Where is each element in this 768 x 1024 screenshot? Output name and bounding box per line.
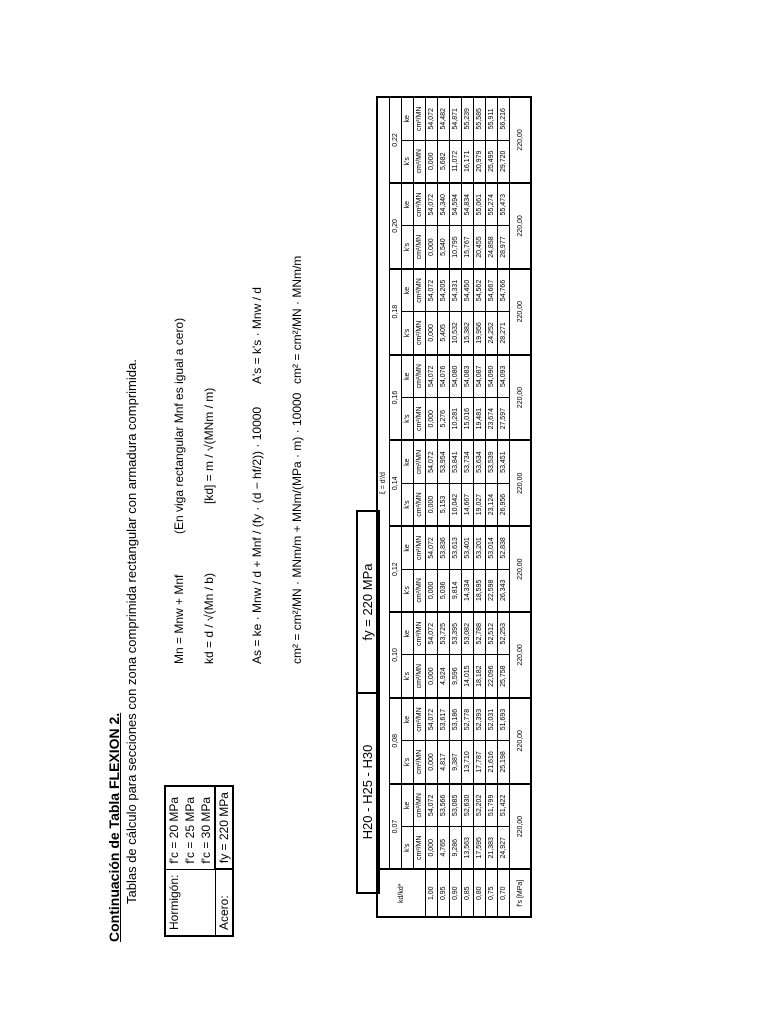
unit-header: cm²/MN: [414, 97, 426, 140]
ks-value: 19,481: [474, 398, 486, 441]
zeta-value: 0,07: [390, 784, 402, 870]
steel-grade-label: fy = 220 MPa: [356, 510, 380, 694]
ks-value: 14,015: [462, 655, 474, 698]
row-kd-value: 0,95: [438, 869, 450, 917]
ks-value: 29,720: [498, 140, 510, 183]
fs-value: 220,00: [510, 526, 532, 612]
ke-header: ke: [402, 269, 414, 312]
zeta-value: 0,20: [390, 183, 402, 269]
ks-value: 25,495: [486, 140, 498, 183]
ke-value: 54,340: [438, 183, 450, 226]
ke-value: 54,482: [438, 97, 450, 140]
ks-value: 15,382: [462, 312, 474, 355]
ke-header: ke: [402, 612, 414, 655]
ke-value: 54,076: [438, 355, 450, 398]
ke-value: 54,072: [426, 526, 438, 569]
unit-header: cm²/MN: [414, 183, 426, 226]
ke-value: 52,512: [486, 612, 498, 655]
table-body: [426, 97, 532, 917]
fs-row: [510, 97, 532, 917]
ks-value: 19,956: [474, 312, 486, 355]
flexion-table: [376, 96, 532, 918]
ks-value: 27,597: [498, 398, 510, 441]
fs-value: 220,00: [510, 183, 532, 269]
ke-value: 53,725: [438, 612, 450, 655]
ke-value: 55,911: [486, 97, 498, 140]
ks-value: 0,000: [426, 569, 438, 612]
ks-value: 17,595: [474, 827, 486, 870]
fs-value: 220,00: [510, 784, 532, 870]
row-kd-value: 0,90: [450, 869, 462, 917]
unit-header: cm²/MN: [414, 569, 426, 612]
ke-header: ke: [402, 97, 414, 140]
ke-value: 53,539: [486, 440, 498, 483]
fs-label: f's [MPa]: [510, 869, 532, 917]
ke-value: 53,617: [438, 698, 450, 741]
ks-value: 11,072: [450, 140, 462, 183]
ke-value: 54,093: [498, 355, 510, 398]
ks-header: k's: [402, 827, 414, 870]
ke-value: 52,253: [498, 612, 510, 655]
ke-value: 52,778: [462, 698, 474, 741]
ke-value: 54,072: [426, 355, 438, 398]
acero-value: fy = 220 MPa: [215, 786, 233, 869]
zeta-value: 0,14: [390, 440, 402, 526]
ks-value: 13,710: [462, 741, 474, 784]
ke-value: 54,871: [450, 97, 462, 140]
ke-header: ke: [402, 526, 414, 569]
ke-header: ke: [402, 440, 414, 483]
ke-value: 56,216: [498, 97, 510, 140]
ks-value: 21,383: [486, 827, 498, 870]
ks-value: 0,000: [426, 741, 438, 784]
ks-value: 25,198: [498, 741, 510, 784]
formula-as-units: cm² = cm²/MN · MNm/m + MNm/(MPa · m) · 10000: [290, 392, 304, 664]
fs-value: 220,00: [510, 355, 532, 441]
ke-value: 54,072: [426, 183, 438, 226]
ke-header: ke: [402, 183, 414, 226]
unit-header: cm²/MN: [414, 140, 426, 183]
ke-value: 53,451: [498, 440, 510, 483]
ks-value: 0,000: [426, 827, 438, 870]
ks-value: 26,956: [498, 483, 510, 526]
ks-value: 23,124: [486, 483, 498, 526]
ke-value: 53,082: [462, 612, 474, 655]
unit-header: cm²/MN: [414, 226, 426, 269]
ke-value: 53,841: [450, 440, 462, 483]
zeta-value: 0,16: [390, 355, 402, 441]
row-kd-value: 1,00: [426, 869, 438, 917]
ke-value: 54,562: [474, 269, 486, 312]
ks-header: k's: [402, 483, 414, 526]
ks-value: 16,171: [462, 140, 474, 183]
ks-value: 5,153: [438, 483, 450, 526]
materials-box: [164, 785, 234, 937]
ks-header: k's: [402, 741, 414, 784]
ks-value: 0,000: [426, 312, 438, 355]
fs-value: 220,00: [510, 612, 532, 698]
ke-value: 54,083: [462, 355, 474, 398]
ke-value: 51,693: [498, 698, 510, 741]
fs-value: 220,00: [510, 97, 532, 183]
unit-header: cm²/MN: [414, 269, 426, 312]
ks-value: 0,000: [426, 226, 438, 269]
ks-header: k's: [402, 398, 414, 441]
ks-value: 22,598: [486, 569, 498, 612]
ke-value: 53,085: [450, 784, 462, 827]
ke-value: 54,072: [426, 784, 438, 827]
header-row-coefficients: [402, 97, 414, 917]
table-row: [474, 97, 486, 917]
ke-value: 54,087: [474, 355, 486, 398]
ke-value: 55,061: [474, 183, 486, 226]
hormigon-label: Hormigón:: [165, 869, 215, 936]
ks-value: 15,016: [462, 398, 474, 441]
ke-value: 54,080: [450, 355, 462, 398]
concrete-grade-label: H20 - H25 - H30: [356, 690, 380, 894]
ke-header: ke: [402, 698, 414, 741]
unit-header: cm²/MN: [414, 398, 426, 441]
ks-header: k's: [402, 655, 414, 698]
ke-value: 53,401: [462, 526, 474, 569]
formula-asp-units: cm² = cm²/MN · MNm/m: [290, 255, 304, 384]
zeta-header: ξ = d'/d: [377, 97, 390, 869]
ke-value: 54,072: [426, 269, 438, 312]
ks-value: 25,758: [498, 655, 510, 698]
ke-value: 53,395: [450, 612, 462, 655]
ks-value: 10,532: [450, 312, 462, 355]
ks-value: 14,667: [462, 483, 474, 526]
ks-value: 0,000: [426, 483, 438, 526]
ks-value: 24,927: [498, 827, 510, 870]
ks-value: 20,979: [474, 140, 486, 183]
unit-header: cm²/MN: [414, 440, 426, 483]
ks-value: 4,924: [438, 655, 450, 698]
formula-mn: Mn = Mnw + Mnf: [172, 574, 186, 664]
ks-value: 15,767: [462, 226, 474, 269]
zeta-value: 0,18: [390, 269, 402, 355]
zeta-value: 0,08: [390, 698, 402, 784]
ke-value: 52,031: [486, 698, 498, 741]
ks-value: 18,595: [474, 569, 486, 612]
ks-value: 5,036: [438, 569, 450, 612]
ke-value: 51,422: [498, 784, 510, 827]
table-row: [450, 97, 462, 917]
formula-kd: kd = d / √(Mn / b): [202, 573, 216, 664]
ke-value: 54,667: [486, 269, 498, 312]
fs-value: 220,00: [510, 269, 532, 355]
ks-header: k's: [402, 226, 414, 269]
hormigon-value-3: f'c = 30 MPa: [198, 786, 215, 869]
row-kd-value: 0,80: [474, 869, 486, 917]
unit-header: cm²/MN: [414, 312, 426, 355]
page-subtitle: Tablas de cálculo para secciones con zona comprimida rectangular con armadura comprimida.: [124, 359, 139, 904]
ks-value: 9,286: [450, 827, 462, 870]
ks-value: 19,027: [474, 483, 486, 526]
ks-value: 10,042: [450, 483, 462, 526]
ks-value: 21,616: [486, 741, 498, 784]
row-kd-value: 0,75: [486, 869, 498, 917]
ks-header: k's: [402, 312, 414, 355]
ks-value: 28,271: [498, 312, 510, 355]
formula-kd-units: [kd] = m / √(MNm / m): [202, 387, 216, 504]
ks-value: 23,674: [486, 398, 498, 441]
ke-value: 54,450: [462, 269, 474, 312]
ke-value: 53,954: [438, 440, 450, 483]
ks-value: 0,000: [426, 140, 438, 183]
ks-value: 10,795: [450, 226, 462, 269]
ke-value: 54,205: [438, 269, 450, 312]
ks-value: 9,814: [450, 569, 462, 612]
ke-value: 54,834: [462, 183, 474, 226]
fs-value: 220,00: [510, 440, 532, 526]
table-row: [486, 97, 498, 917]
unit-header: cm²/MN: [414, 784, 426, 827]
ks-value: 9,387: [450, 741, 462, 784]
formula-note: (En viga rectangular Mnf es igual a cero): [172, 317, 186, 534]
unit-header: cm²/MN: [414, 355, 426, 398]
ke-value: 55,239: [462, 97, 474, 140]
unit-header: cm²/MN: [414, 526, 426, 569]
ks-value: 9,596: [450, 655, 462, 698]
ke-value: 55,585: [474, 97, 486, 140]
unit-header: cm²/MN: [414, 655, 426, 698]
unit-header: cm²/MN: [414, 612, 426, 655]
ke-value: 52,202: [474, 784, 486, 827]
ke-value: 53,201: [474, 526, 486, 569]
formula-asp: A's = k's · Mnw / d: [250, 287, 264, 384]
ks-value: 4,817: [438, 741, 450, 784]
ke-value: 53,014: [486, 526, 498, 569]
header-row-zeta-values: [390, 97, 402, 917]
row-kd-value: 0,85: [462, 869, 474, 917]
zeta-value: 0,10: [390, 612, 402, 698]
ke-header: ke: [402, 355, 414, 398]
table-row: [462, 97, 474, 917]
ke-value: 54,090: [486, 355, 498, 398]
ks-value: 10,281: [450, 398, 462, 441]
ks-value: 13,563: [462, 827, 474, 870]
ke-value: 54,072: [426, 440, 438, 483]
ke-value: 54,331: [450, 269, 462, 312]
ks-value: 5,405: [438, 312, 450, 355]
ke-value: 54,072: [426, 698, 438, 741]
unit-header: cm²/MN: [414, 741, 426, 784]
table-row: [498, 97, 510, 917]
fs-value: 220,00: [510, 698, 532, 784]
unit-header: cm²/MN: [414, 827, 426, 870]
ks-value: 4,765: [438, 827, 450, 870]
ke-value: 53,186: [450, 698, 462, 741]
ke-value: 55,473: [498, 183, 510, 226]
table-row: [426, 97, 438, 917]
ke-value: 52,630: [462, 784, 474, 827]
ke-value: 54,072: [426, 97, 438, 140]
ks-value: 24,252: [486, 312, 498, 355]
zeta-value: 0,12: [390, 526, 402, 612]
ke-value: 54,594: [450, 183, 462, 226]
ke-value: 54,766: [498, 269, 510, 312]
ke-value: 52,838: [498, 526, 510, 569]
ke-value: 53,613: [450, 526, 462, 569]
table-row: [438, 97, 450, 917]
hormigon-value-1: f'c = 20 MPa: [165, 786, 182, 869]
ks-value: 20,455: [474, 226, 486, 269]
ke-value: 55,274: [486, 183, 498, 226]
ke-value: 53,836: [438, 526, 450, 569]
ks-value: 5,682: [438, 140, 450, 183]
ks-value: 0,000: [426, 655, 438, 698]
ks-header: k's: [402, 140, 414, 183]
ks-value: 14,334: [462, 569, 474, 612]
ke-value: 52,788: [474, 612, 486, 655]
header-row-units: [414, 97, 426, 917]
ks-value: 18,182: [474, 655, 486, 698]
ks-value: 17,787: [474, 741, 486, 784]
page-title: Continuación de Tabla FLEXION 2.: [106, 712, 122, 942]
ke-value: 52,393: [474, 698, 486, 741]
ke-value: 53,566: [438, 784, 450, 827]
ks-value: 22,096: [486, 655, 498, 698]
unit-header: cm²/MN: [414, 698, 426, 741]
ks-value: 0,000: [426, 398, 438, 441]
ks-value: 5,276: [438, 398, 450, 441]
unit-header: cm²/MN: [414, 483, 426, 526]
ke-header: ke: [402, 784, 414, 827]
row-header-kd: kd/kd*: [377, 869, 426, 917]
formula-as: As = ke · Mnw / d + Mnf / (fy · (d − hf/2)) · 10000: [250, 406, 264, 664]
hormigon-value-2: f'c = 25 MPa: [182, 786, 198, 869]
ke-value: 54,072: [426, 612, 438, 655]
ke-value: 53,634: [474, 440, 486, 483]
ks-value: 28,977: [498, 226, 510, 269]
ke-value: 53,734: [462, 440, 474, 483]
ks-header: k's: [402, 569, 414, 612]
row-kd-value: 0,70: [498, 869, 510, 917]
table-header: [377, 97, 426, 917]
zeta-value: 0,22: [390, 97, 402, 183]
ke-value: 51,799: [486, 784, 498, 827]
ks-value: 26,343: [498, 569, 510, 612]
ks-value: 24,858: [486, 226, 498, 269]
header-row-zeta: [377, 97, 390, 917]
ks-value: 5,540: [438, 226, 450, 269]
acero-label: Acero:: [215, 869, 233, 936]
